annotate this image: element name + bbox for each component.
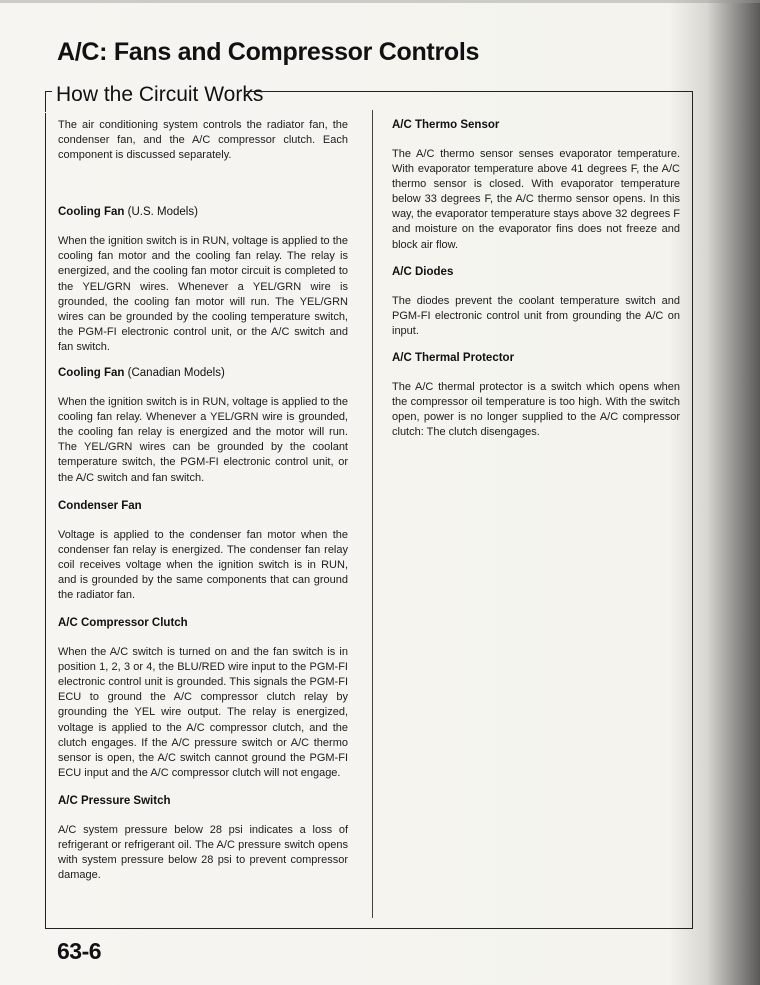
compressor-clutch-body: When the A/C switch is turned on and the fan switch is in position 1, 2, 3 or 4, the BLU/RED wire input to the PGM-FI electronic control unit is grounded. This signals the PGM-FI ECU to ground the A/C compressor clutch relay by grounding the YEL wire output. The relay is energized, voltage is applied to the A/C compressor clutch, and the clutch engages. If the A/C pressure switch or A/C thermo sensor is open, the A/C switch cannot ground the PGM-FI ECU input and the A/C compressor clutch will not engage. — [58, 646, 348, 779]
condenser-fan-body: Voltage is applied to the condenser fan motor when the condenser fan relay is energized. The condenser fan relay coil receives voltage when the ignition switch is in RUN, and is grounded by the same components that can ground the radiator fan. — [58, 528, 348, 601]
cooling-fan-canada-qualifier: (Canadian Models) — [127, 367, 225, 380]
section-title: How the Circuit Works — [56, 83, 264, 106]
diodes-body: The diodes prevent the coolant temperature switch and PGM-FI electronic control unit from grounding the A/C on input. — [392, 294, 680, 337]
frame-right-border — [692, 91, 693, 929]
left-column — [58, 112, 348, 883]
cooling-fan-canada-heading — [58, 366, 348, 381]
section-header-rule — [245, 91, 693, 92]
compressor-clutch-heading: A/C Compressor Clutch — [58, 617, 188, 630]
frame-bottom-border — [45, 928, 693, 929]
thermal-protector-body: The A/C thermal protector is a switch which opens when the compressor oil temperature is too high. With the switch open, power is no longer supplied to the A/C compressor clutch: The clutch disengages. — [392, 380, 680, 439]
cooling-fan-us-heading-text: Cooling Fan — [58, 206, 125, 219]
pressure-switch-heading: A/C Pressure Switch — [58, 794, 171, 807]
thermal-protector-heading: A/C Thermal Protector — [392, 351, 515, 364]
diodes-heading: A/C Diodes — [392, 265, 454, 278]
section-header — [45, 83, 693, 113]
top-edge-rule — [0, 0, 760, 3]
condenser-fan-heading: Condenser Fan — [58, 499, 142, 512]
page-title: A/C: Fans and Compressor Controls — [57, 38, 480, 66]
cooling-fan-canada-heading-text: Cooling Fan — [58, 367, 125, 380]
pressure-switch-body: A/C system pressure below 28 psi indicates a loss of refrigerant or refrigerant oil. The A/C pressure switch opens with system pressure below 28 psi to prevent compressor damage. — [58, 823, 348, 882]
intro-paragraph: The air conditioning system controls the radiator fan, the condenser fan, and the A/C compressor clutch. Each component is discussed separately. — [58, 119, 348, 162]
cooling-fan-us-heading — [58, 205, 348, 220]
cooling-fan-canada-body: When the ignition switch is in RUN, voltage is applied to the cooling fan relay. Whenever a YEL/GRN wire is grounded, the cooling fan relay is energized and the motor will run. The YEL/GRN wires can be grounded by the coolant temperature switch, the PGM-FI electronic control unit, or the A/C switch and fan switch. — [58, 396, 348, 484]
cooling-fan-us-qualifier: (U.S. Models) — [127, 206, 198, 219]
cooling-fan-us-body: When the ignition switch is in RUN, voltage is applied to the cooling fan motor and the cooling fan relay. The relay is energized, and the cooling fan motor circuit is completed to the YEL/GRN wires. Whenever a YEL/GRN wire is grounded, the cooling fan motor will run. The YEL/GRN wires can be grounded by the cooling temperature switch, the PGM-FI electronic control unit, or the A/C switch and fan switch. — [58, 235, 348, 353]
section-bracket — [45, 91, 52, 112]
column-divider — [372, 110, 373, 918]
thermo-sensor-heading: A/C Thermo Sensor — [392, 119, 500, 131]
page-number: 63-6 — [57, 938, 102, 964]
right-column — [392, 112, 680, 440]
frame-left-border — [45, 113, 46, 929]
thermo-sensor-body: The A/C thermo sensor senses evaporator temperature. With evaporator temperature above 41 degrees F, the A/C thermo sensor is closed. With evaporator temperature below 33 degrees F, the A/C thermo sensor opens. In this way, the evaporator temperature stays above 32 degrees F and moisture on the evaporator fins does not freeze and block air flow. — [392, 148, 680, 251]
